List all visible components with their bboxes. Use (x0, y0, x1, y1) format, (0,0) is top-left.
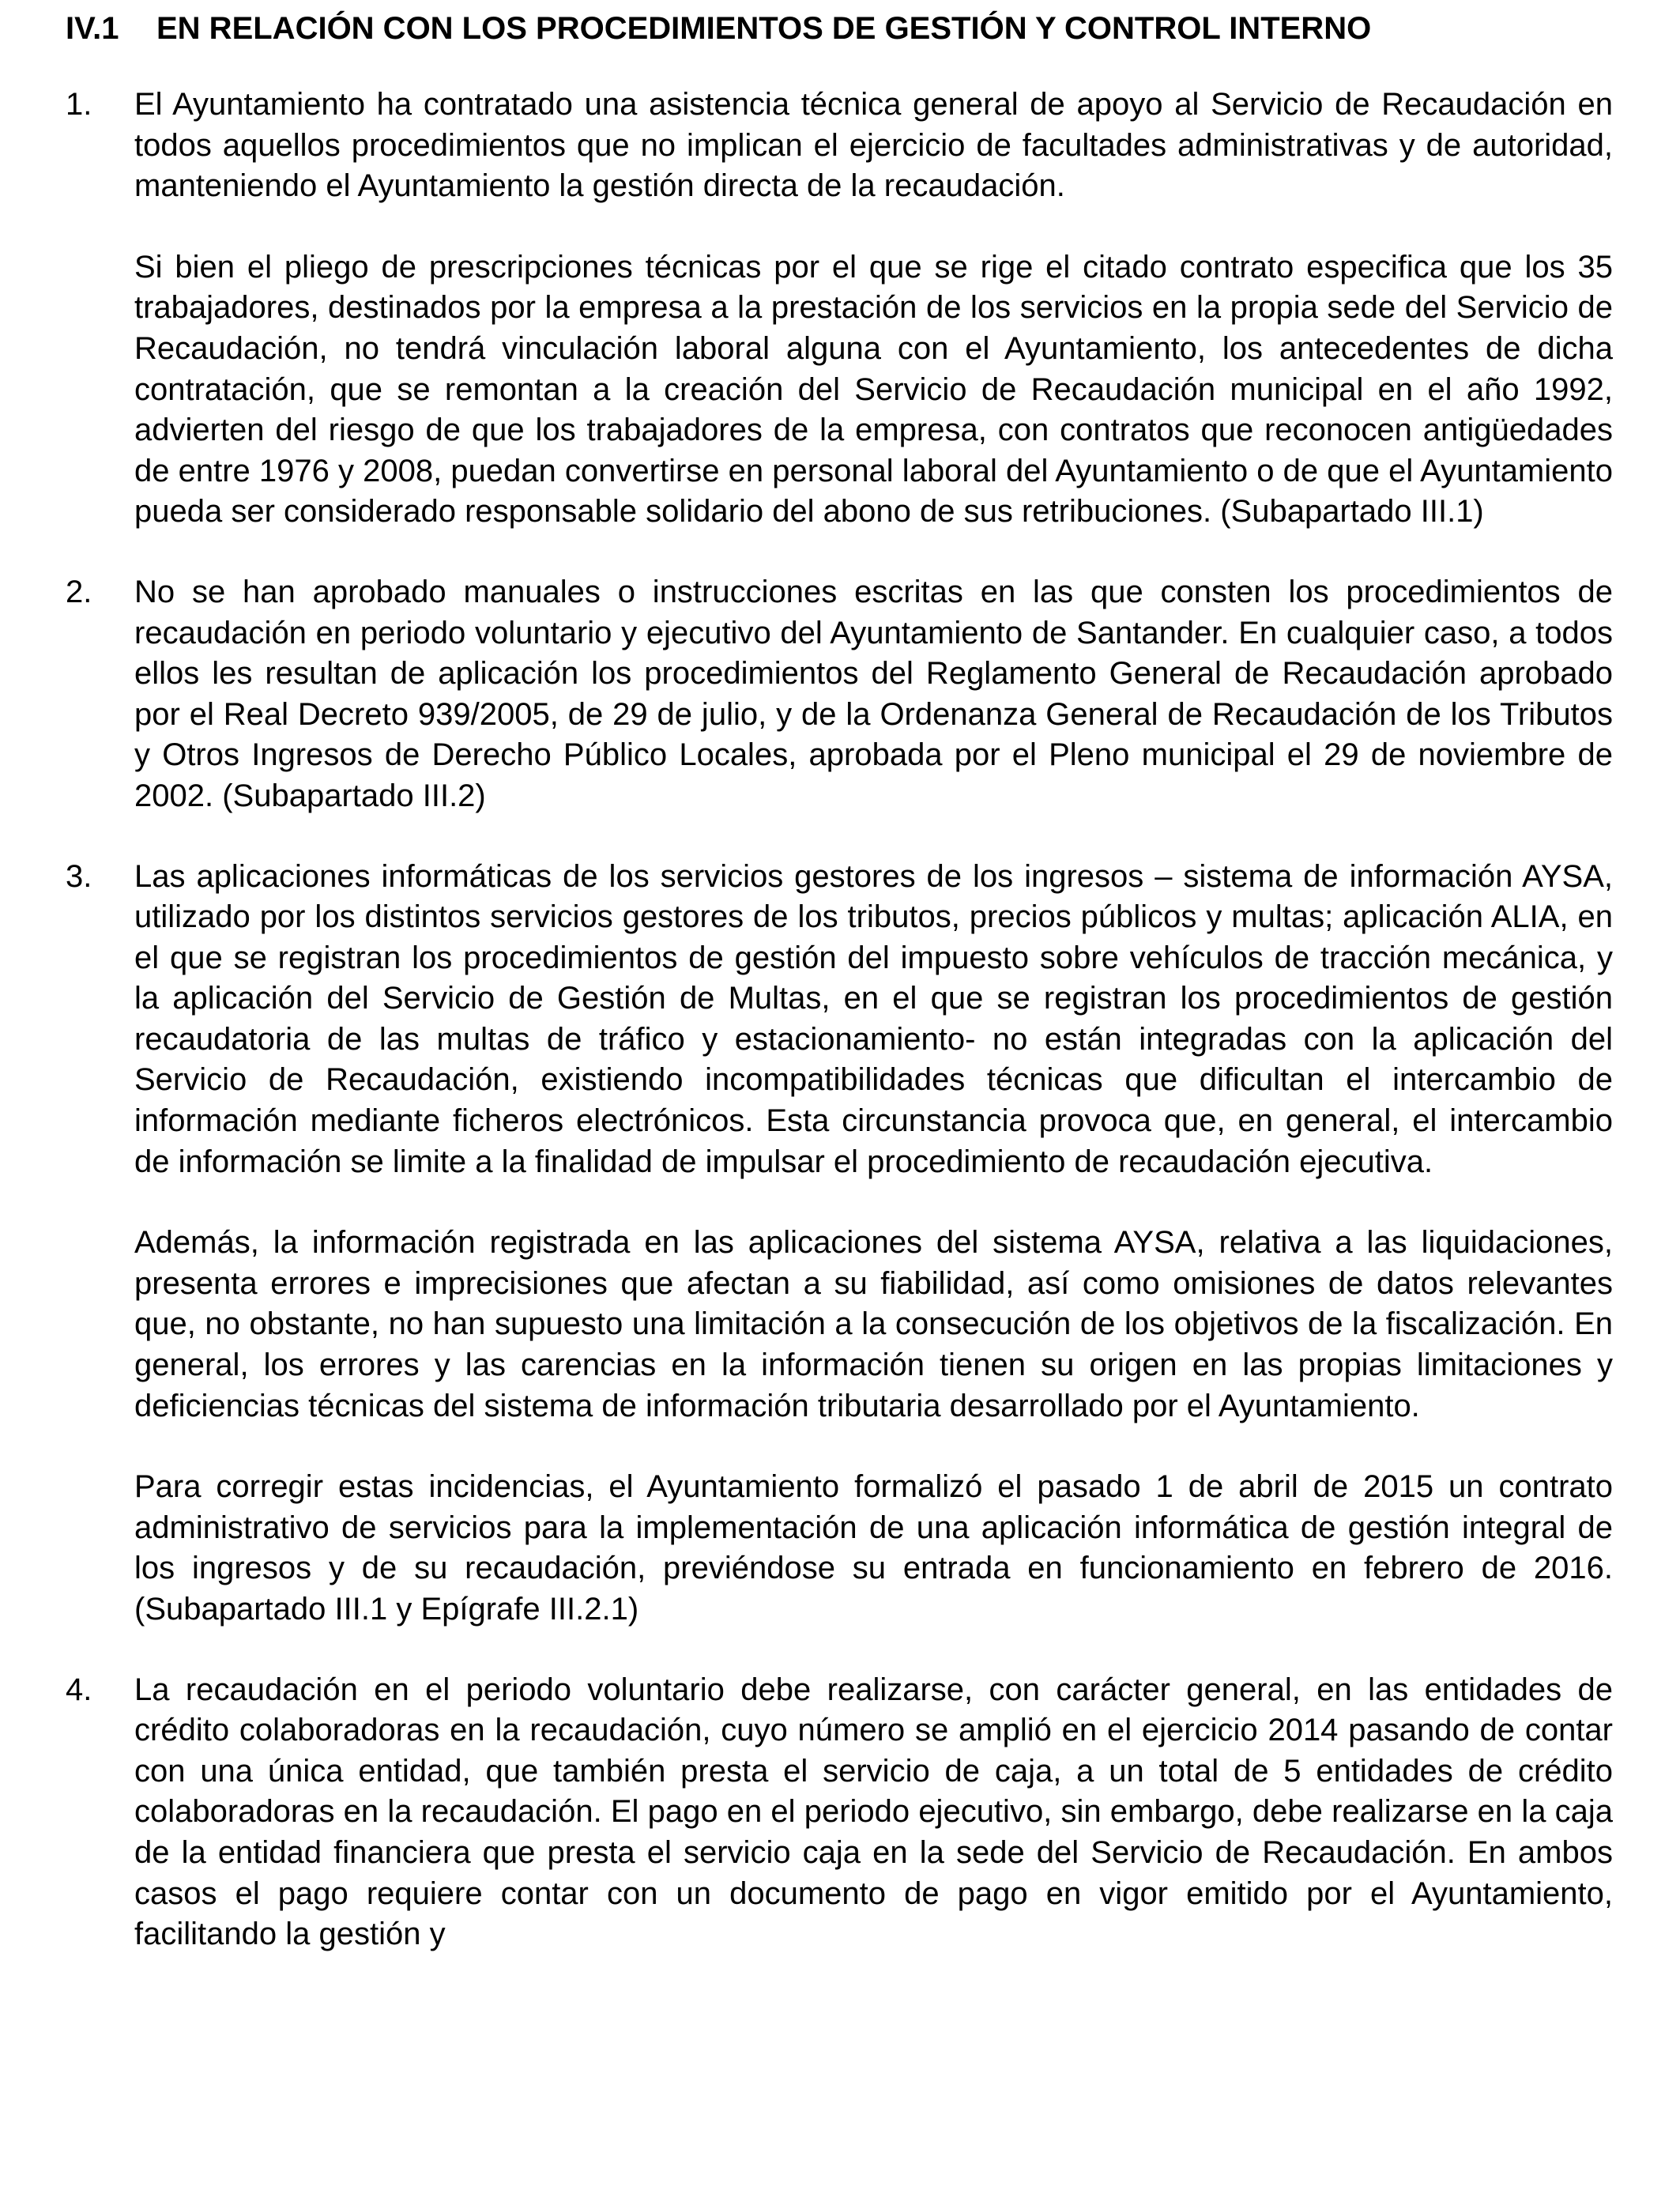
paragraph: No se han aprobado manuales o instrucciones escritas en las que consten los procedimientos de recaudación en periodo voluntario y ejecutivo del Ayuntamiento de Santander. En cualquier caso, a todos ellos les resultan de aplicación los procedimientos del Reglamento General de Recaudación aprobado por el Real Decreto 939/2005, de 29 de julio, y de la Ordenanza General de Recaudación de los Tributos y Otros Ingresos de Derecho Público Locales, aprobada por el Pleno municipal el 29 de noviembre de 2002. (Subapartado III.2) (134, 574, 1613, 813)
paragraph: Además, la información registrada en las aplicaciones del sistema AYSA, relativa a las liquidaciones, presenta errores e imprecisiones que afectan a su fiabilidad, así como omisiones de datos relevantes que, no obstante, no han supuesto una limitación a la consecución de los objetivos de la fiscalización. En general, los errores y las carencias en la información tienen su origen en las propias limitaciones y deficiencias técnicas del sistema de información tributaria desarrollado por el Ayuntamiento. (134, 1225, 1613, 1423)
paragraph: Si bien el pliego de prescripciones técnicas por el que se rige el citado contrato especifica que los 35 trabajadores, destinados por la empresa a la prestación de los servicios en la propia sede del Servicio de Recaudación, no tendrá vinculación laboral alguna con el Ayuntamiento, los antecedentes de dicha contratación, que se remontan a la creación del Servicio de Recaudación municipal en el año 1992, advierten del riesgo de que los trabajadores de la empresa, con contratos que reconocen antigüedades de entre 1976 y 2008, puedan convertirse en personal laboral del Ayuntamiento o de que el Ayuntamiento pueda ser considerado responsable solidario del abono de sus retribuciones. (Subapartado III.1) (134, 249, 1613, 530)
section-title: EN RELACIÓN CON LOS PROCEDIMIENTOS DE GESTIÓN Y CONTROL INTERNO (156, 11, 1372, 46)
finding-item-3 (66, 857, 1613, 1630)
item-number: 4. (66, 1672, 92, 1707)
paragraph: El Ayuntamiento ha contratado una asistencia técnica general de apoyo al Servicio de Recaudación en todos aquellos procedimientos que no implican el ejercicio de facultades administrativas y de autoridad, manteniendo el Ayuntamiento la gestión directa de la recaudación. (134, 87, 1613, 204)
finding-item-4 (66, 1670, 1613, 1955)
item-number: 1. (66, 87, 92, 122)
finding-item-1 (66, 85, 1613, 533)
numbered-findings-list (66, 85, 1613, 1995)
paragraph: Las aplicaciones informáticas de los servicios gestores de los ingresos – sistema de información AYSA, utilizado por los distintos servicios gestores de los tributos, precios públicos y multas; aplicación ALIA, en el que se registran los procedimientos de gestión del impuesto sobre vehículos de tracción mecánica, y la aplicación del Servicio de Gestión de Multas, en el que se registran los procedimientos de gestión recaudatoria de las multas de tráfico y estacionamiento- no están integradas con la aplicación del Servicio de Recaudación, existiendo incompatibilidades técnicas que dificultan el intercambio de información mediante ficheros electrónicos. Esta circunstancia provoca que, en general, el intercambio de información se limite a la finalidad de impulsar el procedimiento de recaudación ejecutiva. (134, 858, 1613, 1179)
paragraph: La recaudación en el periodo voluntario debe realizarse, con carácter general, en las entidades de crédito colaboradoras en la recaudación, cuyo número se amplió en el ejercicio 2014 pasando de contar con una única entidad, que también presta el servicio de caja, a un total de 5 entidades de crédito colaboradoras en la recaudación. El pago en el periodo ejecutivo, sin embargo, debe realizarse en la caja de la entidad financiera que presta el servicio caja en la sede del Servicio de Recaudación. En ambos casos el pago requiere contar con un documento de pago en vigor emitido por el Ayuntamiento, facilitando la gestión y (134, 1672, 1613, 1952)
finding-item-2 (66, 572, 1613, 817)
paragraph: Para corregir estas incidencias, el Ayuntamiento formalizó el pasado 1 de abril de 2015 un contrato administrativo de servicios para la implementación de una aplicación informática de gestión integral de los ingresos y de su recaudación, previéndose su entrada en funcionamiento en febrero de 2016. (Subapartado III.1 y Epígrafe III.2.1) (134, 1469, 1613, 1627)
section-number: IV.1 (66, 11, 119, 46)
item-number: 2. (66, 574, 92, 609)
section-heading (66, 9, 1614, 47)
item-number: 3. (66, 858, 92, 894)
